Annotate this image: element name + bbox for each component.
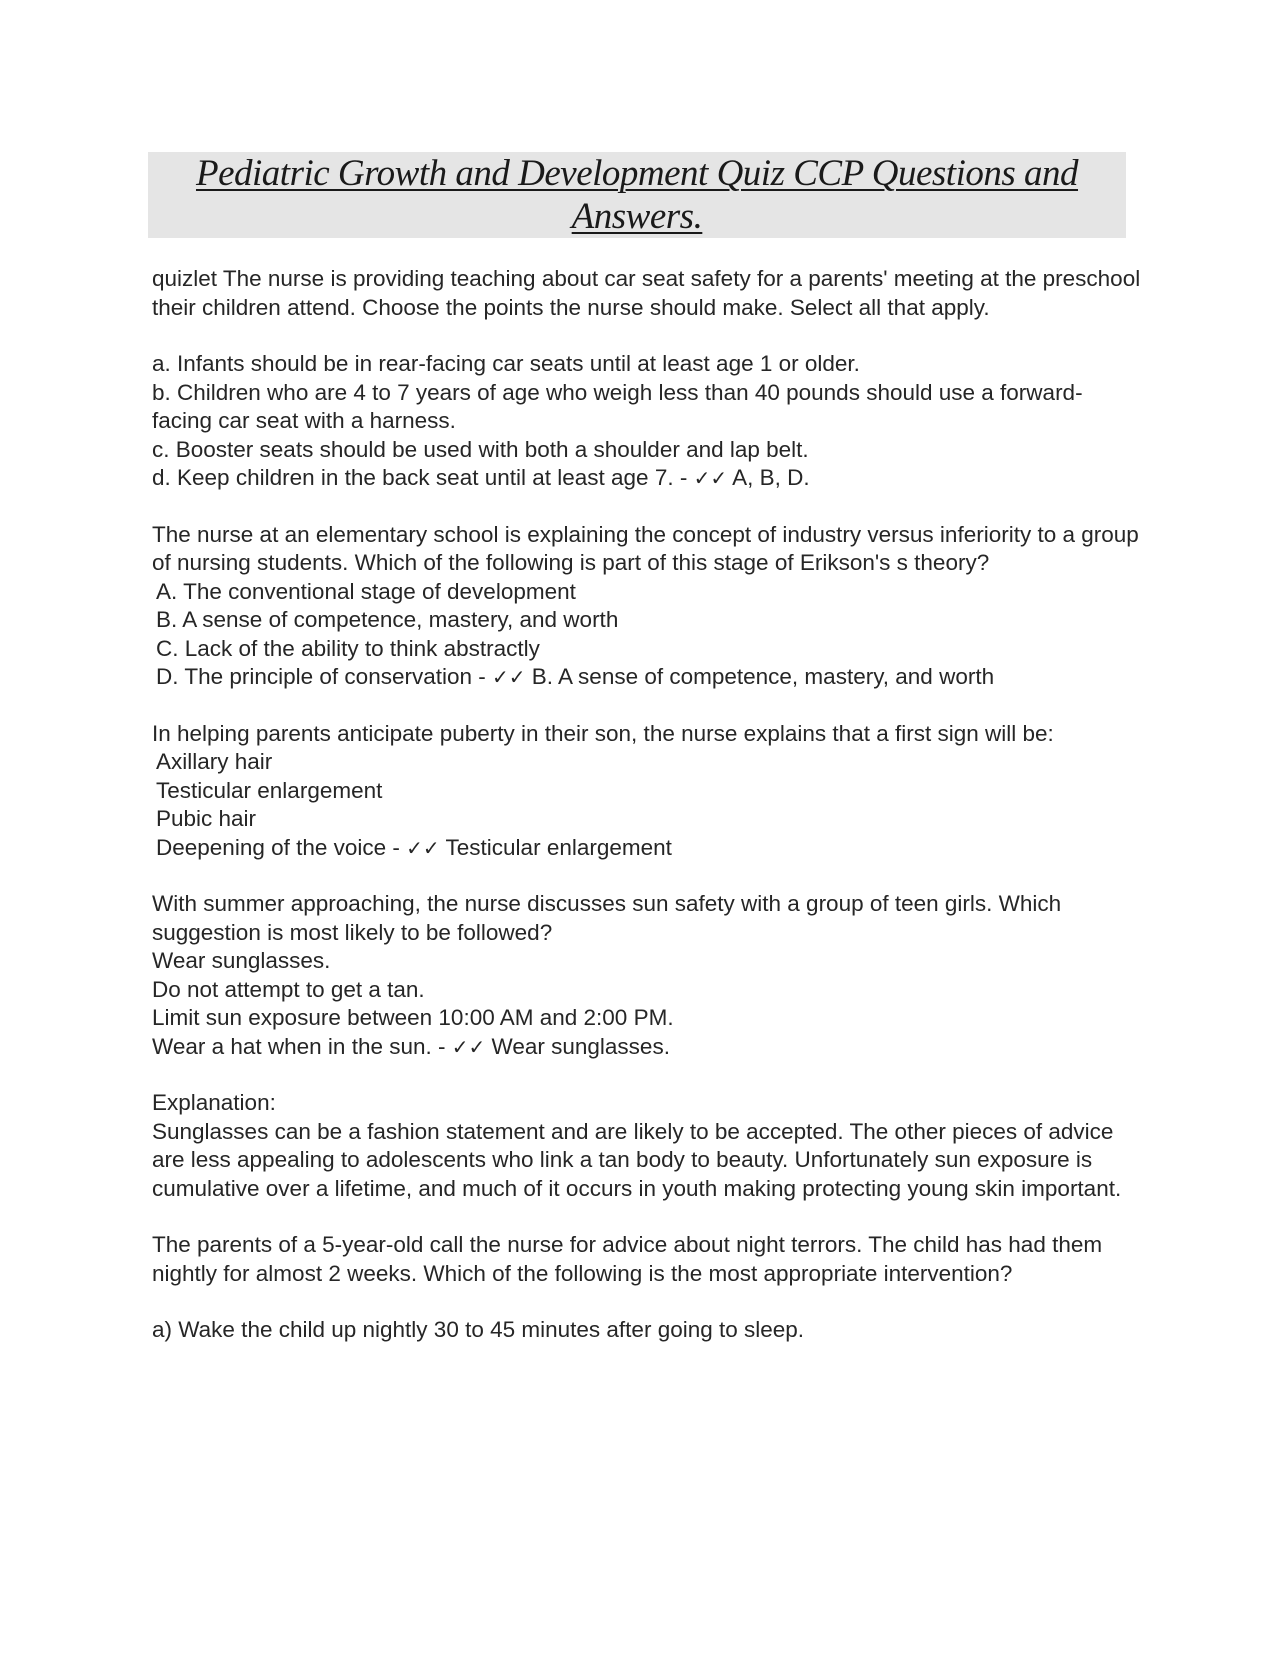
question-sun-safety	[152, 890, 1142, 1061]
answer-text: B. A sense of competence, mastery, and worth	[525, 664, 995, 689]
question-industry-vs-inferiority	[152, 521, 1142, 692]
option-4: Wear a hat when in the sun.	[152, 1033, 432, 1059]
question-stem: The parents of a 5-year-old call the nurse for advice about night terrors. The child has had them nightly for almost 2 weeks. Which of the following is the most appropriate intervention?	[152, 1232, 1103, 1286]
option-1: Wear sunglasses.	[152, 948, 331, 973]
option-c: C. Lack of the ability to think abstractly	[156, 635, 540, 661]
explanation-block	[152, 1089, 1142, 1203]
option-a: A. The conventional stage of development	[156, 578, 576, 604]
option-a: a. Infants should be in rear-facing car seats until at least age 1 or older.	[152, 351, 860, 376]
double-check-icon: ✓✓	[693, 466, 728, 490]
option-b: b. Children who are 4 to 7 years of age who weigh less than 40 pounds should use a forward-facing car seat with a harness.	[152, 379, 1083, 433]
option-1: Axillary hair	[156, 749, 273, 774]
explanation-text: Sunglasses can be a fashion statement and are likely to be accepted. The other pieces of advice are less appealing to adolescents who link a tan body to beauty. Unfortunately sun exposure is cumulative over a lifetime, and much of it occurs in youth making protecting young skin important.	[152, 1118, 1122, 1201]
question-car-seat-safety	[152, 265, 1142, 493]
question-stem: With summer approaching, the nurse discusses sun safety with a group of teen girls. Which suggestion is most likely to be followed?	[152, 891, 1062, 945]
option-2: Testicular enlargement	[156, 777, 383, 803]
option-d-with-answer	[152, 464, 1142, 493]
option-c: c. Booster seats should be used with both a shoulder and lap belt.	[152, 436, 809, 462]
option-d-with-answer	[152, 663, 1142, 692]
document-body	[152, 265, 1142, 1373]
document-title-line-2: Answers.	[571, 196, 703, 237]
option-4-with-answer	[152, 834, 1142, 863]
double-check-icon: ✓✓	[451, 1034, 486, 1059]
question-puberty-first-sign	[152, 720, 1142, 863]
answer-text: A, B, D.	[727, 465, 810, 490]
answer-separator: -	[431, 1033, 452, 1059]
answer-text: Wear sunglasses.	[485, 1033, 670, 1059]
option-a: a) Wake the child up nightly 30 to 45 minutes after going to sleep.	[152, 1317, 805, 1342]
option-3: Pubic hair	[156, 806, 257, 831]
option-d: D. The principle of conservation	[156, 664, 472, 689]
answer-separator: -	[386, 834, 407, 860]
document-title-line-1: Pediatric Growth and Development Quiz CCP Questions and	[195, 153, 1079, 194]
double-check-icon: ✓✓	[492, 665, 526, 689]
question-night-terrors	[152, 1231, 1142, 1345]
double-check-icon: ✓✓	[406, 835, 440, 860]
answer-separator: -	[472, 664, 492, 689]
question-stem: quizlet The nurse is providing teaching about car seat safety for a parents' meeting at the preschool their children attend. Choose the points the nurse should make. Select all that apply.	[152, 266, 1141, 320]
option-b: B. A sense of competence, mastery, and worth	[156, 607, 619, 632]
option-4-with-answer	[152, 1033, 1142, 1062]
question-stem: In helping parents anticipate puberty in their son, the nurse explains that a first sign will be:	[152, 720, 1054, 746]
option-2: Do not attempt to get a tan.	[152, 976, 425, 1002]
explanation-heading: Explanation:	[152, 1090, 276, 1115]
question-stem: The nurse at an elementary school is explaining the concept of industry versus inferiority to a group of nursing students. Which of the following is part of this stage of Erikson's s theory?	[152, 521, 1139, 575]
title-banner	[148, 152, 1126, 238]
option-4: Deepening of the voice	[156, 834, 387, 860]
answer-separator: -	[673, 465, 694, 490]
option-d: d. Keep children in the back seat until at least age 7.	[152, 465, 674, 490]
answer-text: Testicular enlargement	[439, 834, 672, 860]
option-3: Limit sun exposure between 10:00 AM and 2:00 PM.	[152, 1005, 674, 1030]
